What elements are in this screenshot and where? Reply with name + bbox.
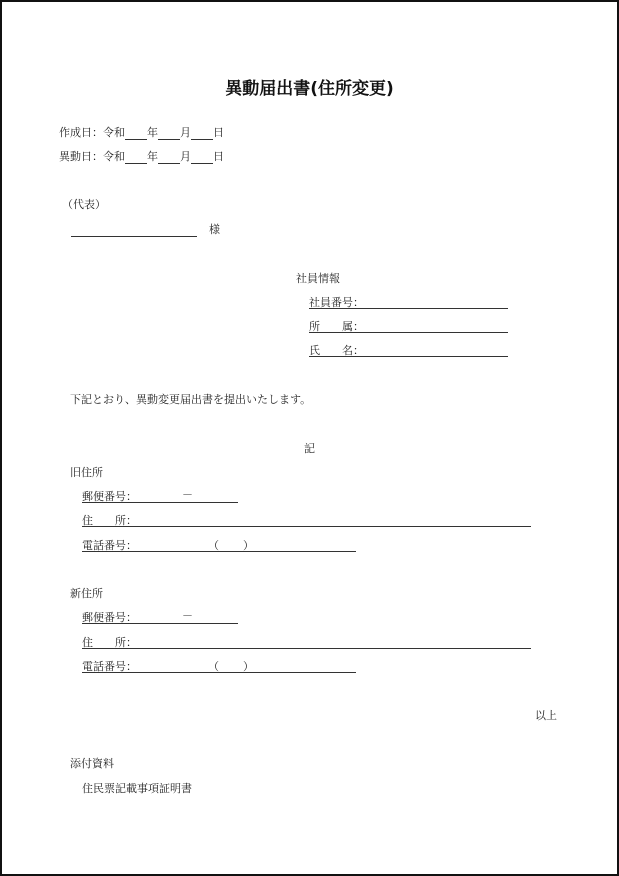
month-label: 月 (180, 150, 191, 163)
year-label: 年 (147, 150, 158, 163)
addressee-name-line (71, 236, 197, 237)
statement-text: 下記とおり、異動変更届出書を提出いたします。 (70, 393, 312, 406)
new-phone-paren-open: （ (208, 660, 219, 673)
old-address-heading: 旧住所 (70, 466, 103, 479)
month-label: 月 (180, 126, 191, 139)
attachment-item: 住民票記載事項証明書 (82, 782, 192, 795)
ijou-closing: 以上 (535, 709, 557, 722)
new-address-label: 住 所： (82, 636, 137, 649)
new-phone-paren-close: ） (243, 660, 254, 673)
transfer-date (59, 150, 224, 164)
old-address-label: 住 所： (82, 514, 137, 527)
year-blank (125, 152, 147, 164)
month-blank (158, 128, 180, 140)
page-title: 異動届出書(住所変更) (225, 79, 394, 99)
addressee-honorific: 様 (209, 223, 220, 236)
old-postal-label: 郵便番号： (82, 490, 137, 503)
old-phone-paren-close: ） (243, 539, 254, 552)
old-address-line (82, 526, 531, 527)
day-label: 日 (213, 126, 224, 139)
creation-date (59, 126, 224, 140)
old-postal-dash: － (182, 488, 193, 501)
new-address-line (82, 648, 531, 649)
new-phone-label: 電話番号： (82, 660, 137, 673)
old-postal-line (82, 502, 238, 503)
old-phone-label: 電話番号： (82, 539, 137, 552)
addressee-role: （代表） (62, 198, 106, 211)
employee-info-heading: 社員情報 (296, 272, 340, 285)
department-label: 所 属： (309, 320, 364, 333)
day-label: 日 (213, 150, 224, 163)
transfer-date-label: 異動日：令和 (59, 150, 125, 163)
employee-number-line (309, 308, 508, 309)
new-phone-line (82, 672, 356, 673)
employee-name-label: 氏 名： (309, 344, 364, 357)
ki-marker: 記 (304, 442, 315, 455)
new-postal-dash: － (182, 609, 193, 622)
month-blank (158, 152, 180, 164)
day-blank (191, 128, 213, 140)
employee-number-label: 社員番号： (309, 296, 364, 309)
new-postal-label: 郵便番号： (82, 611, 137, 624)
year-label: 年 (147, 126, 158, 139)
employee-name-line (309, 356, 508, 357)
department-line (309, 332, 508, 333)
old-phone-line (82, 551, 356, 552)
attachments-heading: 添付資料 (70, 757, 114, 770)
day-blank (191, 152, 213, 164)
new-address-heading: 新住所 (70, 587, 103, 600)
old-phone-paren-open: （ (208, 539, 219, 552)
creation-date-label: 作成日：令和 (59, 126, 125, 139)
year-blank (125, 128, 147, 140)
new-postal-line (82, 623, 238, 624)
